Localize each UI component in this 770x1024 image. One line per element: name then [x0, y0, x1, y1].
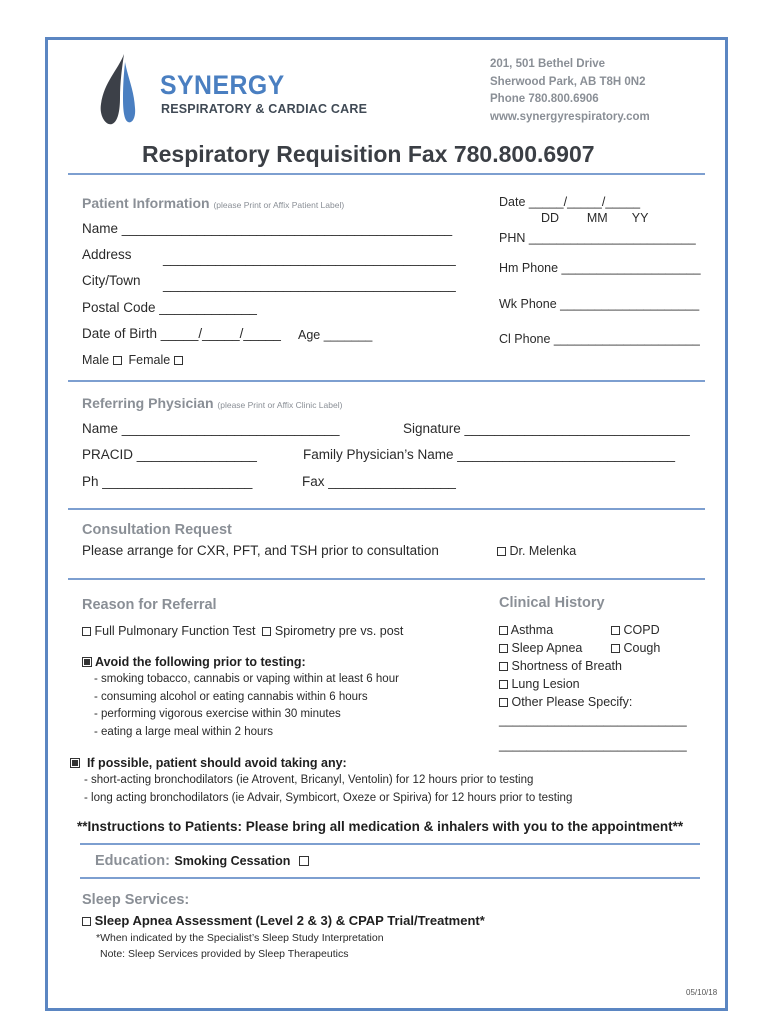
- dr-melenka-label: Dr. Melenka: [509, 544, 577, 558]
- patient-instructions: **Instructions to Patients: Please bring all medication & inhalers with you to the appointment**: [77, 819, 684, 834]
- avoid-meds-list: [84, 772, 572, 807]
- home-phone-field[interactable]: Hm Phone ____________________: [499, 261, 701, 275]
- sob-label: Shortness of Breath: [511, 659, 622, 673]
- list-item: - eating a large meal within 2 hours: [94, 725, 273, 738]
- history-section-heading: Clinical History: [499, 595, 605, 611]
- physician-phone-field[interactable]: Ph ____________________: [82, 474, 253, 489]
- female-label: Female: [128, 353, 171, 367]
- sleep-apnea-label: Sleep Apnea: [511, 641, 583, 655]
- address-website: www.synergyrespiratory.com: [490, 110, 650, 123]
- patient-section-heading: [82, 195, 344, 211]
- address-line: Sherwood Park, AB T8H 0N2: [490, 75, 646, 88]
- date-format-hint: DD MM YY: [541, 211, 649, 225]
- female-checkbox[interactable]: [174, 356, 183, 365]
- logo-name: SYNERGY: [160, 70, 285, 100]
- cell-phone-field[interactable]: Cl Phone _____________________: [499, 332, 700, 346]
- copd-checkbox[interactable]: [611, 626, 620, 635]
- copd-label: COPD: [623, 623, 660, 637]
- phn-field[interactable]: PHN ________________________: [499, 231, 696, 245]
- avoid-meds-title: If possible, patient should avoid taking any:: [86, 756, 347, 770]
- address-line: 201, 501 Bethel Drive: [490, 58, 606, 70]
- sleep-note: *When indicated by the Specialist’s Sleep Study Interpretation: [96, 932, 384, 944]
- consult-section-heading: Consultation Request: [82, 522, 232, 538]
- full-pft-label: Full Pulmonary Function Test: [94, 624, 256, 638]
- heading-note: (please Print or Affix Patient Label): [213, 200, 345, 210]
- referral-section-heading: Reason for Referral: [82, 597, 217, 613]
- cough-checkbox[interactable]: [611, 644, 620, 653]
- avoid-testing-checked-box[interactable]: [82, 657, 92, 667]
- patient-city-label: City/Town: [82, 273, 141, 288]
- pracid-field[interactable]: PRACID ________________: [82, 447, 257, 462]
- physician-fax-field[interactable]: Fax _________________: [302, 474, 456, 489]
- lung-lesion-checkbox[interactable]: [499, 680, 508, 689]
- spirometry-checkbox[interactable]: [262, 627, 271, 636]
- smoking-cessation-checkbox[interactable]: [299, 856, 309, 866]
- work-phone-field[interactable]: Wk Phone ____________________: [499, 297, 700, 311]
- sleep-apnea-assessment-label: Sleep Apnea Assessment (Level 2 & 3) & CPAP Trial/Treatment*: [94, 913, 485, 928]
- patient-dob-field[interactable]: Date of Birth _____/_____/_____: [82, 326, 281, 341]
- sleep-notes: [96, 930, 384, 962]
- physician-signature-field[interactable]: Signature ______________________________: [403, 421, 690, 436]
- list-item: - consuming alcohol or eating cannabis within 6 hours: [94, 690, 368, 703]
- sex-options: [82, 353, 183, 367]
- avoid-testing-list: [94, 671, 399, 741]
- consult-instructions: Please arrange for CXR, PFT, and TSH prior to consultation: [82, 543, 439, 558]
- patient-address-label: Address: [82, 247, 132, 262]
- page-title: Respiratory Requisition Fax 780.800.6907: [142, 141, 595, 167]
- list-item: - short-acting bronchodilators (ie Atrovent, Bricanyl, Ventolin) for 12 hours prior to testing: [84, 774, 534, 786]
- cough-label: Cough: [623, 641, 661, 655]
- divider: [68, 508, 705, 510]
- physician-name-field[interactable]: Name _____________________________: [82, 421, 340, 436]
- date-field[interactable]: Date _____/_____/_____: [499, 195, 641, 209]
- other-checkbox[interactable]: [499, 698, 508, 707]
- physician-section-heading: [82, 395, 342, 411]
- asthma-label: Asthma: [510, 623, 554, 637]
- sleep-apnea-assessment-checkbox[interactable]: [82, 917, 91, 926]
- patient-address-field[interactable]: _______________________________________: [163, 251, 456, 266]
- list-item: - performing vigorous exercise within 30 minutes: [94, 708, 341, 720]
- patient-postal-field[interactable]: Postal Code _____________: [82, 300, 257, 315]
- male-label: Male: [82, 353, 110, 367]
- smoking-cessation-label: Smoking Cessation: [174, 854, 291, 868]
- history-options-right: [611, 621, 660, 657]
- lungs-logo-icon: [98, 52, 138, 128]
- patient-age-field[interactable]: Age _______: [298, 328, 373, 342]
- avoid-meds-checked-box[interactable]: [70, 758, 80, 768]
- dr-melenka-option: [497, 544, 576, 558]
- heading-note: (please Print or Affix Clinic Label): [217, 400, 343, 410]
- education-heading: Education:: [95, 853, 170, 869]
- revision-date: 05/10/18: [686, 988, 718, 997]
- list-item: - long acting bronchodilators (ie Advair, Symbicort, Oxeze or Spiriva) for 12 hours prior to testing: [84, 791, 573, 804]
- divider: [80, 877, 700, 879]
- heading-text: Referring Physician: [82, 395, 214, 411]
- sob-checkbox[interactable]: [499, 662, 508, 671]
- education-row: [95, 852, 309, 870]
- referral-tests: [82, 624, 403, 638]
- other-label: Other Please Specify:: [511, 695, 633, 709]
- family-physician-field[interactable]: Family Physician’s Name _____________________________: [303, 447, 676, 462]
- sleep-note: Note: Sleep Services provided by Sleep Therapeutics: [100, 948, 349, 960]
- avoid-testing-option: [82, 655, 306, 669]
- sleep-apnea-checkbox[interactable]: [499, 644, 508, 653]
- asthma-checkbox[interactable]: [499, 626, 508, 635]
- patient-name-field[interactable]: Name ____________________________________________: [82, 221, 453, 236]
- sleep-apnea-assessment-option: [82, 913, 485, 928]
- divider: [68, 578, 705, 580]
- logo-subtitle: RESPIRATORY & CARDIAC CARE: [161, 102, 368, 116]
- spirometry-label: Spirometry pre vs. post: [274, 624, 404, 638]
- male-checkbox[interactable]: [113, 356, 122, 365]
- divider: [68, 173, 705, 175]
- divider: [80, 843, 700, 845]
- sleep-section-heading: Sleep Services:: [82, 892, 190, 908]
- dr-melenka-checkbox[interactable]: [497, 547, 506, 556]
- patient-city-field[interactable]: _______________________________________: [163, 277, 456, 292]
- list-item: - smoking tobacco, cannabis or vaping within at least 6 hour: [94, 673, 399, 685]
- avoid-meds-option: [70, 756, 347, 770]
- lung-lesion-label: Lung Lesion: [511, 677, 580, 691]
- other-specify-field[interactable]: ___________________________: [499, 713, 687, 727]
- address-phone: Phone 780.800.6906: [490, 93, 599, 105]
- heading-text: Patient Information: [82, 195, 210, 211]
- divider: [68, 380, 705, 382]
- full-pft-checkbox[interactable]: [82, 627, 91, 636]
- other-specify-field[interactable]: ___________________________: [499, 738, 687, 752]
- clinic-address: [490, 56, 650, 126]
- avoid-testing-title: Avoid the following prior to testing:: [95, 655, 306, 669]
